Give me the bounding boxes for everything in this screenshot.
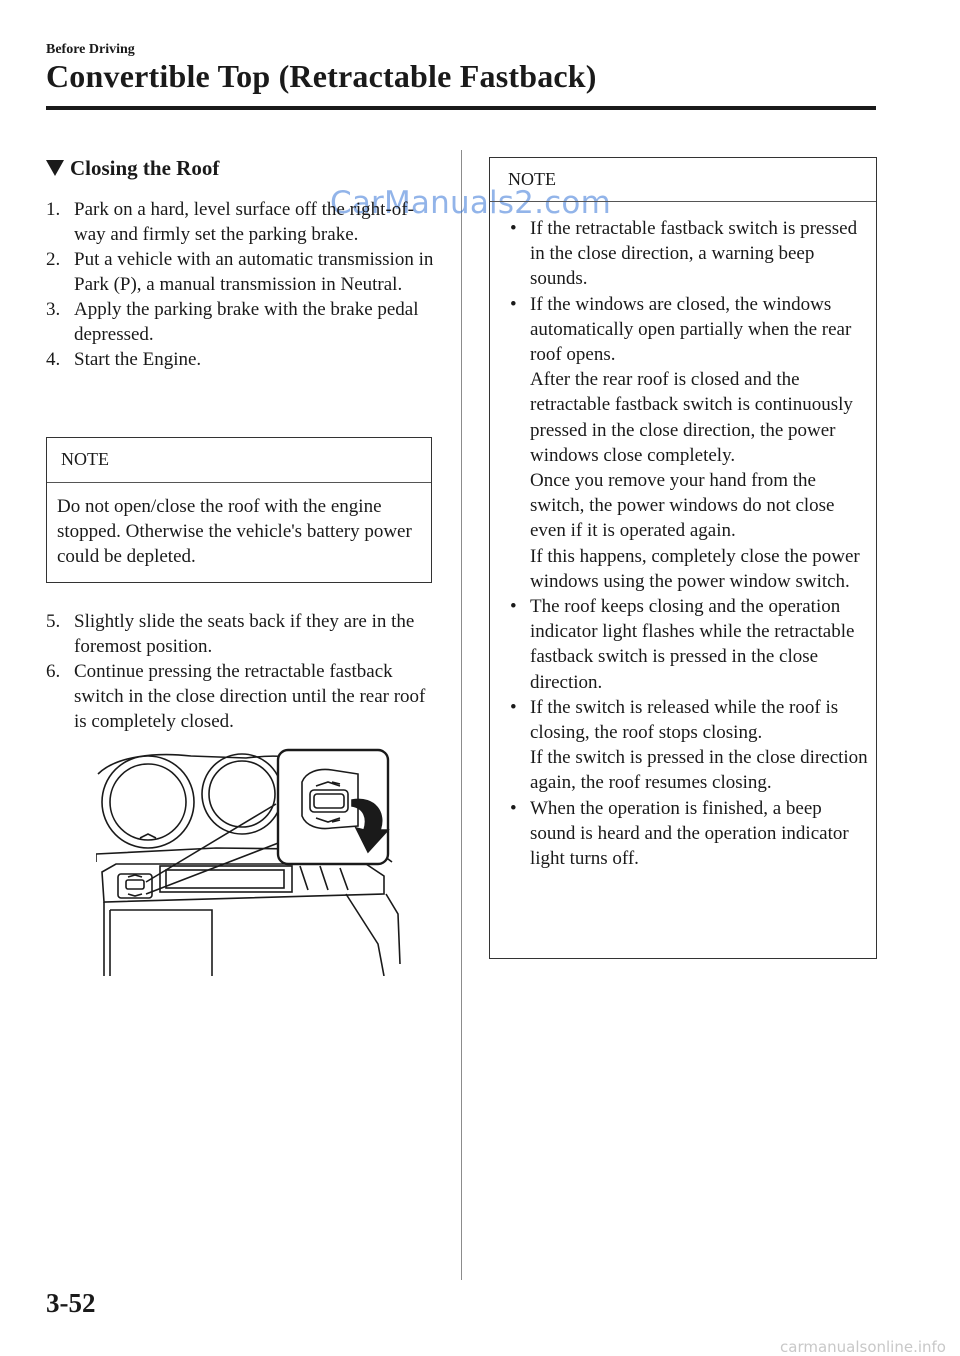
- step-item: [46, 347, 436, 372]
- step-item: [46, 197, 436, 247]
- steps-list-a: [46, 197, 436, 372]
- column-divider: [461, 150, 462, 1280]
- step-item: [46, 609, 436, 659]
- note-paragraph: If the switch is pressed in the close direction again, the roof resumes closing.: [530, 747, 868, 794]
- title-rule: [46, 106, 876, 110]
- side-trim: [346, 894, 384, 976]
- note-paragraph: When the operation is finished, a beep sound is heard and the operation indicator light turns off.: [530, 797, 849, 870]
- section-label: Before Driving: [46, 42, 135, 57]
- right-gauge-inner-icon: [209, 761, 275, 827]
- switch-small-icon: [126, 880, 144, 889]
- chapter-title: Convertible Top (Retractable Fastback): [46, 58, 597, 94]
- note-paragraph: Once you remove your hand from the switch, the power windows do not close even if it is operated again.: [530, 470, 835, 542]
- steps-list-b: [46, 609, 436, 734]
- note-paragraph: If this happens, completely close the power windows using the power window switch.: [530, 545, 860, 592]
- step-number: 4.: [46, 349, 61, 370]
- bullet-marker: •: [510, 293, 517, 315]
- step-text: Apply the parking brake with the brake pedal depressed.: [74, 299, 419, 345]
- triangle-marker-icon: [46, 160, 64, 176]
- step-text: Slightly slide the seats back if they are in the foremost position.: [74, 611, 415, 657]
- note-paragraph: After the rear roof is closed and the retractable fastback switch is continuously pressed in the close direction, the power windows close completely.: [530, 369, 853, 466]
- note-paragraph: If the windows are closed, the windows automatically open partially when the rear roof opens.: [530, 293, 852, 366]
- switch-small-arrows: [128, 875, 142, 896]
- note-paragraph: If the retractable fastback switch is pressed in the close direction, a warning beep sounds.: [530, 218, 858, 290]
- note-bullet-item: [504, 695, 870, 796]
- subsection-title: Closing the Roof: [70, 156, 220, 180]
- note-bullet-item: [504, 796, 870, 872]
- step-item: [46, 297, 436, 347]
- watermark: CarManuals2.com: [330, 185, 611, 221]
- step-item: [46, 659, 436, 734]
- vent-slats: [300, 866, 348, 890]
- step-text: Put a vehicle with an automatic transmission in Park (P), a manual transmission in Neutral.: [74, 249, 434, 295]
- gauge-hood-outline: [98, 755, 304, 774]
- subsection-heading: [46, 156, 219, 181]
- step-item: [46, 247, 436, 297]
- note-bullet-list: [490, 202, 876, 871]
- lower-console-outline: [104, 894, 400, 976]
- step-number: 3.: [46, 299, 61, 320]
- bullet-marker: •: [510, 218, 517, 239]
- note-bullet-item: [504, 216, 870, 292]
- note-bullet-item: [504, 292, 870, 594]
- note-paragraph: The roof keeps closing and the operation indicator light flashes while the retractable fastback switch is pressed in the close direction.: [530, 596, 855, 693]
- left-gauge-inner-icon: [110, 764, 186, 840]
- right-gauge-icon: [202, 754, 282, 834]
- bullet-marker: •: [510, 696, 517, 718]
- step-number: 6.: [46, 661, 61, 682]
- bullet-marker: •: [510, 596, 517, 618]
- note-box-left: [46, 437, 432, 583]
- step-number: 1.: [46, 199, 61, 220]
- step-text: Park on a hard, level surface off the right-of-way and firmly set the parking brake.: [74, 199, 414, 245]
- note-body: Do not open/close the roof with the engine stopped. Otherwise the vehicle's battery power could be depleted.: [57, 496, 412, 567]
- note-heading: NOTE: [490, 158, 876, 202]
- footer-watermark: carmanualsonline.info: [780, 1338, 946, 1356]
- note-bullet-item: [504, 594, 870, 695]
- dashboard-switch-illustration: [96, 744, 402, 976]
- gauge-needle-mark: [140, 834, 156, 838]
- step-number: 2.: [46, 249, 61, 270]
- note-heading: NOTE: [47, 438, 431, 483]
- step-text: Start the Engine.: [74, 349, 202, 370]
- note-paragraph: If the switch is released while the roof is closing, the roof stops closing.: [530, 696, 839, 744]
- step-text: Continue pressing the retractable fastback switch in the close direction until the rear roof is completely closed.: [74, 661, 426, 732]
- step-number: 5.: [46, 611, 61, 632]
- page-number: 3-52: [46, 1288, 96, 1318]
- note-box-right: [489, 157, 877, 959]
- bullet-marker: •: [510, 797, 517, 819]
